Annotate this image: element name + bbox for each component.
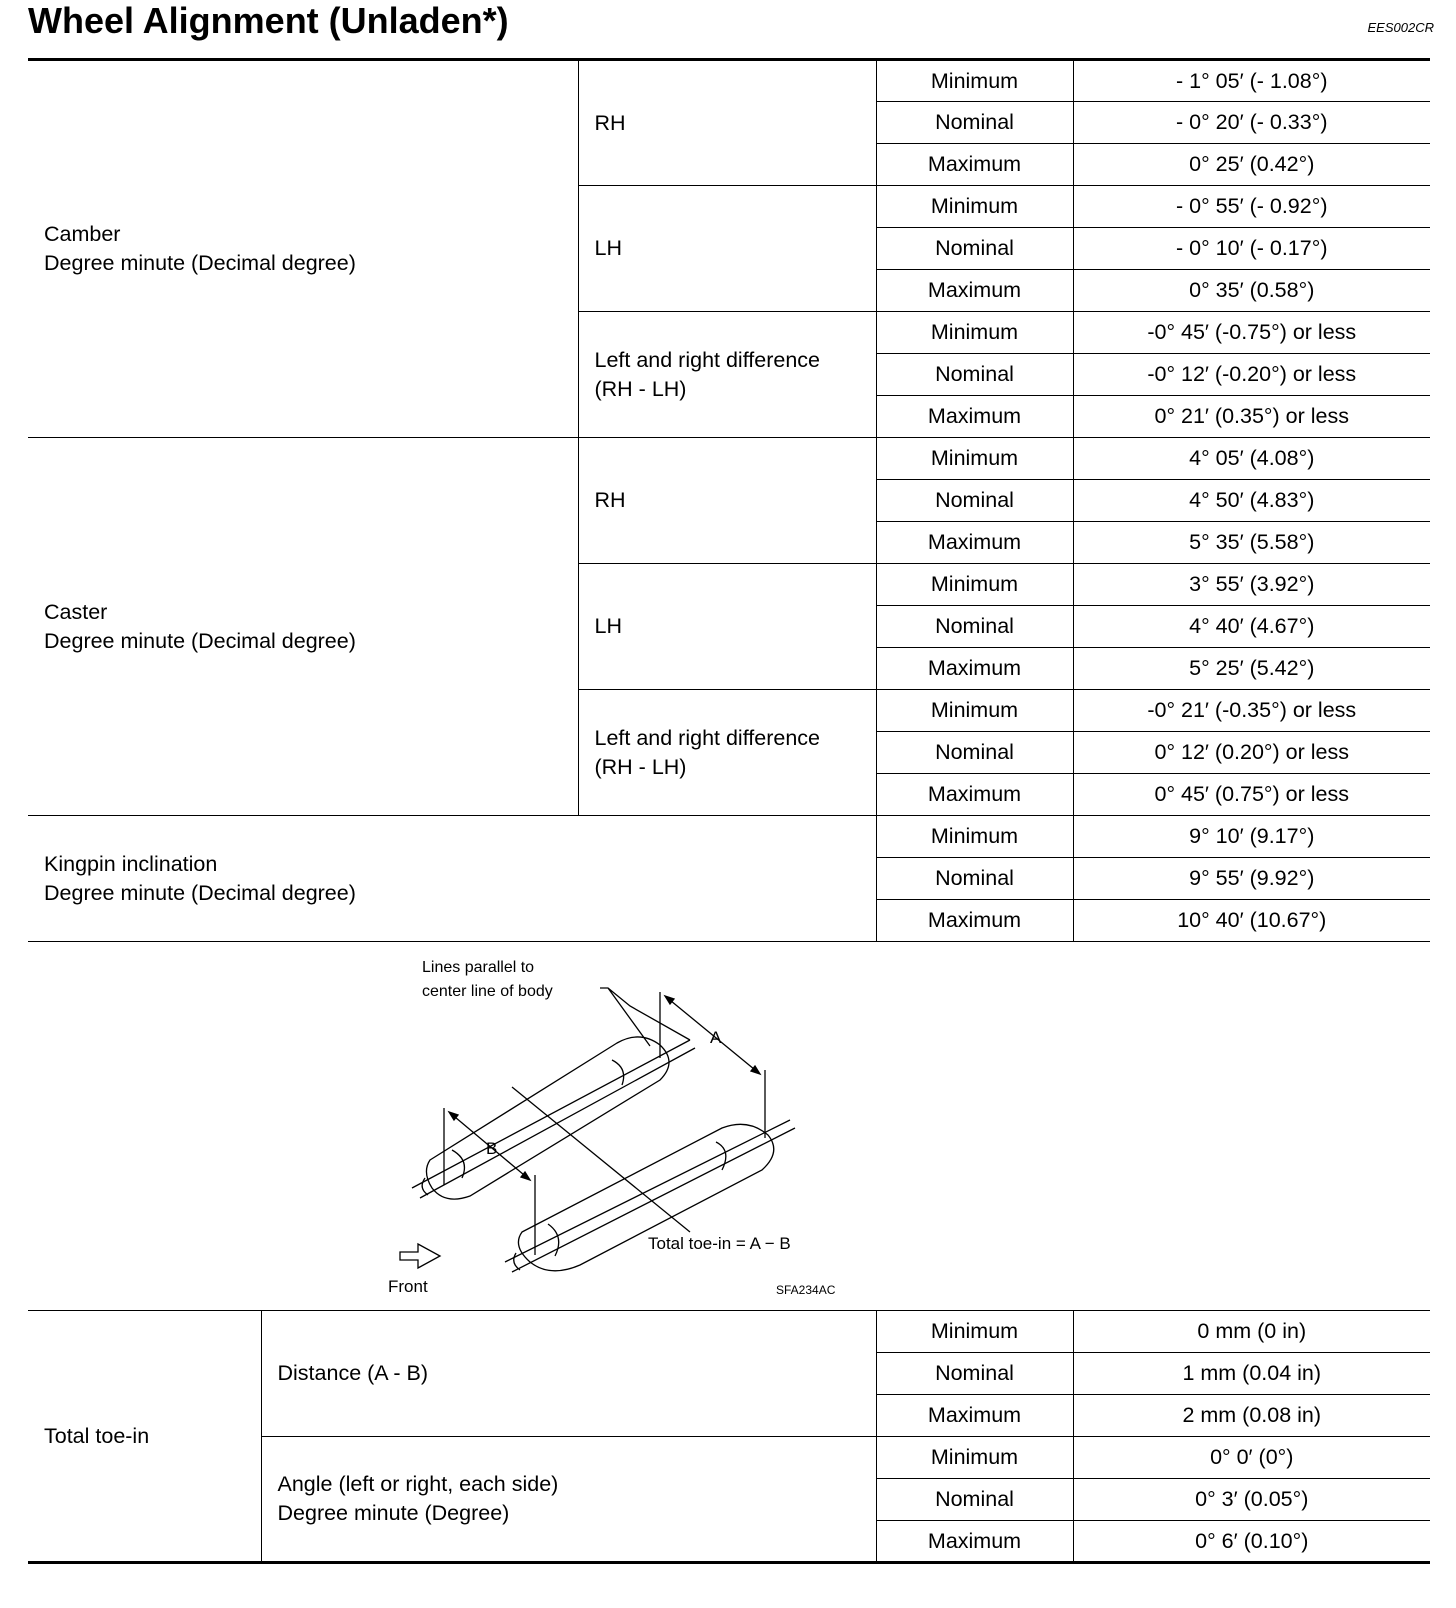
row-label: Maximum [876,270,1073,312]
figure-label-b: B [486,1139,498,1158]
row-label: Minimum [876,186,1073,228]
row-label: Maximum [876,522,1073,564]
camber-lh-label: LH [578,186,876,312]
row-label: Nominal [876,102,1073,144]
caster-lh-label: LH [578,564,876,690]
caster-lh-min: 3° 55′ (3.92°) [1073,564,1430,606]
camber-rh-label: RH [578,60,876,186]
figure-formula: Total toe-in = A − B [648,1234,791,1253]
camber-diff-label: Left and right difference (RH - LH) [578,312,876,438]
front-arrow-icon [400,1244,440,1268]
caster-rh-nom: 4° 50′ (4.83°) [1073,480,1430,522]
caster-diff-label: Left and right difference (RH - LH) [578,690,876,816]
row-label: Minimum [876,312,1073,354]
toe-distance-max: 2 mm (0.08 in) [1073,1395,1430,1437]
row-label: Maximum [876,900,1073,942]
caster-rh-max: 5° 35′ (5.58°) [1073,522,1430,564]
caster-rh-label: RH [578,438,876,564]
row-label: Nominal [876,858,1073,900]
toe-distance-min: 0 mm (0 in) [1073,1311,1430,1353]
alignment-spec-table [28,58,1430,942]
toe-distance-nom: 1 mm (0.04 in) [1073,1353,1430,1395]
caster-rh-min: 4° 05′ (4.08°) [1073,438,1430,480]
row-label: Minimum [876,564,1073,606]
document-code: EES002CR [1367,20,1434,35]
row-label: Nominal [876,480,1073,522]
camber-lh-max: 0° 35′ (0.58°) [1073,270,1430,312]
row-label: Minimum [876,690,1073,732]
caster-label: Caster Degree minute (Decimal degree) [28,438,578,816]
camber-rh-min: - 1° 05′ (- 1.08°) [1073,60,1430,102]
toe-distance-label: Distance (A - B) [261,1311,876,1437]
caster-diff-min: -0° 21′ (-0.35°) or less [1073,690,1430,732]
camber-diff-min: -0° 45′ (-0.75°) or less [1073,312,1430,354]
camber-diff-nom: -0° 12′ (-0.20°) or less [1073,354,1430,396]
figure-callout-line-2: center line of body [422,983,553,1000]
row-label: Minimum [876,438,1073,480]
row-label: Minimum [876,60,1073,102]
row-label: Minimum [876,1437,1073,1479]
camber-diff-max: 0° 21′ (0.35°) or less [1073,396,1430,438]
caster-diff-max: 0° 45′ (0.75°) or less [1073,774,1430,816]
row-label: Minimum [876,1311,1073,1353]
figure-front-label: Front [388,1277,428,1296]
row-label: Nominal [876,1479,1073,1521]
figure-callout-line-1: Lines parallel to [422,959,535,976]
kingpin-label: Kingpin inclination Degree minute (Decimal degree) [28,816,876,942]
row-label: Nominal [876,228,1073,270]
caster-lh-max: 5° 25′ (5.42°) [1073,648,1430,690]
kingpin-min: 9° 10′ (9.17°) [1073,816,1430,858]
figure-label-a: A [710,1028,722,1047]
toe-in-label: Total toe-in [28,1311,261,1563]
camber-label: Camber Degree minute (Decimal degree) [28,60,578,438]
camber-rh-nom: - 0° 20′ (- 0.33°) [1073,102,1430,144]
kingpin-nom: 9° 55′ (9.92°) [1073,858,1430,900]
figure-code: SFA234AC [776,1283,836,1297]
row-label: Maximum [876,648,1073,690]
toe-angle-min: 0° 0′ (0°) [1073,1437,1430,1479]
row-label: Nominal [876,732,1073,774]
camber-rh-max: 0° 25′ (0.42°) [1073,144,1430,186]
row-label: Maximum [876,1395,1073,1437]
toe-in-diagram [380,950,880,1305]
camber-lh-min: - 0° 55′ (- 0.92°) [1073,186,1430,228]
row-label: Nominal [876,1353,1073,1395]
row-label: Maximum [876,396,1073,438]
page-title: Wheel Alignment (Unladen*) [28,0,509,41]
row-label: Maximum [876,1521,1073,1563]
row-label: Minimum [876,816,1073,858]
caster-diff-nom: 0° 12′ (0.20°) or less [1073,732,1430,774]
caster-lh-nom: 4° 40′ (4.67°) [1073,606,1430,648]
toe-angle-nom: 0° 3′ (0.05°) [1073,1479,1430,1521]
toe-in-spec-table [28,1310,1430,1564]
row-label: Nominal [876,606,1073,648]
kingpin-max: 10° 40′ (10.67°) [1073,900,1430,942]
row-label: Maximum [876,144,1073,186]
toe-angle-label: Angle (left or right, each side) Degree minute (Degree) [261,1437,876,1563]
camber-lh-nom: - 0° 10′ (- 0.17°) [1073,228,1430,270]
row-label: Nominal [876,354,1073,396]
toe-angle-max: 0° 6′ (0.10°) [1073,1521,1430,1563]
row-label: Maximum [876,774,1073,816]
